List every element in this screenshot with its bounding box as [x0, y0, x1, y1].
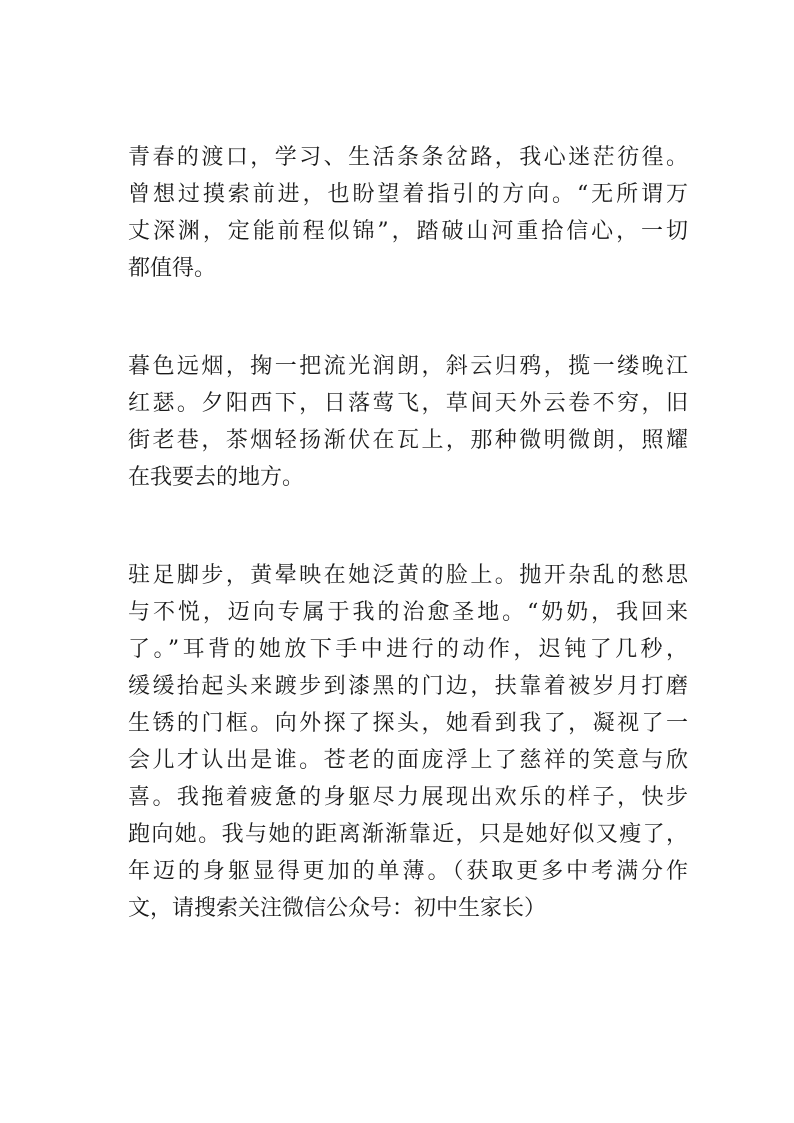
- text-line: 暮色远烟，掬一把流光润朗，斜云归鸦，揽一缕晚江: [128, 354, 688, 379]
- text-line: 都值得。: [128, 256, 217, 281]
- text-line: 红瑟。夕阳西下，日落莺飞，草间天外云卷不穷，旧: [128, 391, 688, 416]
- text-line: 青春的渡口，学习、生活条条岔路，我心迷茫彷徨。: [128, 145, 688, 170]
- text-line: 跑向她。我与她的距离渐渐靠近，只是她好似又瘦了，: [128, 822, 688, 847]
- text-line: 丈深渊，定能前程似锦”，踏破山河重拾信心，一切: [128, 219, 688, 244]
- text-line: 街老巷，茶烟轻扬渐伏在瓦上，那种微明微朗，照耀: [128, 428, 688, 453]
- text-line: 喜。我拖着疲惫的身躯尽力展现出欢乐的样子，快步: [128, 785, 688, 810]
- text-line: 年迈的身躯显得更加的单薄。（获取更多中考满分作: [128, 859, 688, 884]
- text-line: 在我要去的地方。: [128, 465, 305, 490]
- text-line: 与不悦，迈向专属于我的治愈圣地。“奶奶，我回来: [128, 600, 688, 625]
- text-line: 文，请搜索关注微信公众号：初中生家长）: [128, 896, 547, 921]
- text-line: 缓缓抬起头来踱步到漆黑的门边，扶靠着被岁月打磨: [128, 674, 688, 699]
- text-line: 曾想过摸索前进，也盼望着指引的方向。“无所谓万: [128, 182, 688, 207]
- text-line: 生锈的门框。向外探了探头，她看到我了，凝视了一: [128, 711, 688, 736]
- text-line: 驻足脚步，黄晕映在她泛黄的脸上。抛开杂乱的愁思: [128, 563, 688, 588]
- text-line: 会儿才认出是谁。苍老的面庞浮上了慈祥的笑意与欣: [128, 748, 688, 773]
- text-line: 了。”耳背的她放下手中进行的动作，迟钝了几秒，: [128, 637, 688, 662]
